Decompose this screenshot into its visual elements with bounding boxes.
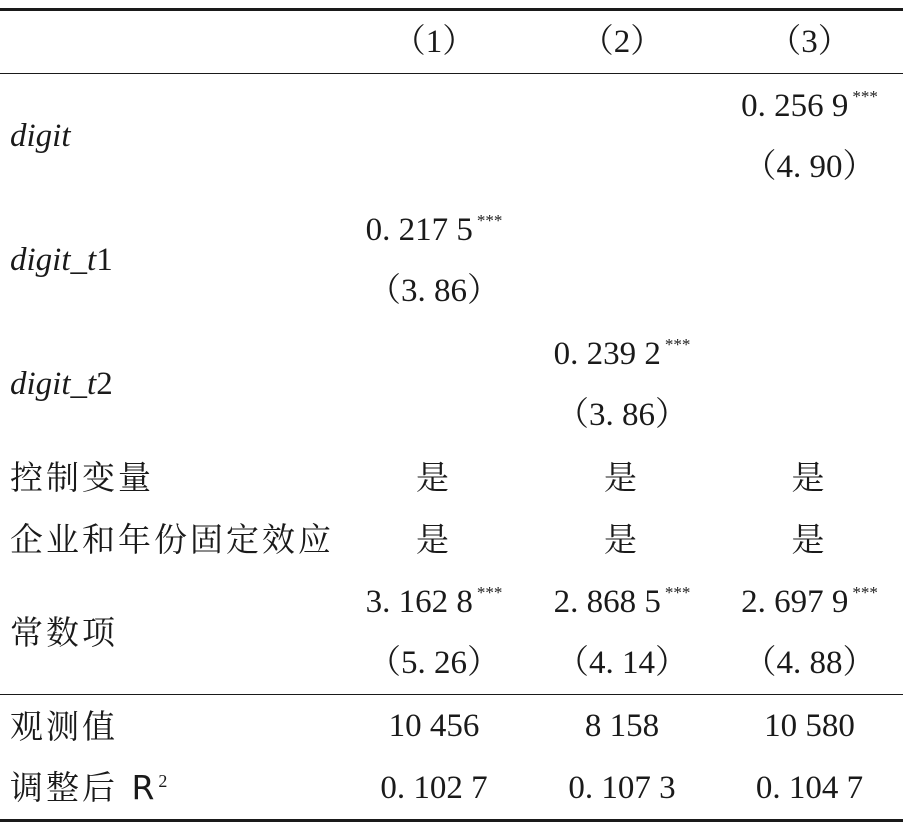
coef-cell (340, 322, 528, 384)
r2-cell: 0. 107 3 (528, 757, 716, 821)
column-header-1: （1） (340, 10, 528, 74)
flag-cell: 是 (791, 519, 828, 559)
se-cell (340, 136, 528, 198)
controls-row (0, 446, 903, 508)
row-label-digit-t1: digit_t1 (10, 241, 113, 278)
significance-stars: *** (664, 582, 691, 602)
coef-cell (528, 322, 716, 384)
se-cell (528, 260, 716, 322)
flag-cell: 是 (604, 457, 640, 497)
r2-cell: 0. 104 7 (716, 757, 903, 821)
coef-cell (528, 74, 716, 137)
se-cell (716, 260, 903, 322)
coef-cell (528, 198, 716, 260)
header-row (0, 10, 903, 74)
obs-cell: 10 456 (340, 695, 528, 758)
column-header-3: （3） (716, 10, 903, 74)
flag-cell: 是 (604, 519, 640, 559)
significance-stars: *** (664, 334, 691, 354)
flag-cell: 是 (416, 519, 452, 559)
r2-cell: 0. 102 7 (340, 757, 528, 821)
se-cell (528, 136, 716, 198)
coef-value: 0. 217 5 (365, 211, 473, 248)
coef-cell (716, 322, 903, 384)
se-cell: （3. 86） (556, 396, 688, 433)
coef-row-constant (0, 570, 903, 632)
observations-row (0, 695, 903, 758)
fixed-effects-row (0, 508, 903, 570)
se-cell (716, 384, 903, 446)
coef-cell (716, 570, 903, 632)
coef-value: 0. 239 2 (553, 335, 661, 372)
row-label-constant: 常数项 (10, 612, 118, 652)
se-cell: （3. 86） (368, 272, 500, 309)
coef-cell (340, 74, 528, 137)
significance-stars: *** (852, 86, 878, 106)
coef-cell (340, 198, 528, 260)
row-label-adj-r2: 调整后 $R^2$ (0, 757, 340, 821)
coef-cell (716, 198, 903, 260)
obs-cell: 10 580 (716, 695, 903, 758)
flag-cell: 是 (791, 457, 828, 497)
column-header-2: （2） (528, 10, 716, 74)
significance-stars: *** (852, 582, 878, 602)
se-cell: （5. 26） (368, 644, 500, 681)
coef-row-digit (0, 74, 903, 137)
coef-value: 2. 868 5 (553, 583, 661, 620)
se-cell: （4. 14） (556, 644, 688, 681)
coef-value: 3. 162 8 (365, 583, 473, 620)
se-cell: （4. 88） (743, 644, 876, 681)
row-label-digit: digit (10, 117, 71, 154)
obs-cell: 8 158 (528, 695, 716, 758)
coef-row-digit-t2 (0, 322, 903, 384)
se-cell: （4. 90） (743, 148, 876, 185)
coef-cell (716, 74, 903, 137)
row-label-digit-t2: digit_t2 (10, 365, 113, 402)
coef-value: 0. 256 9 (741, 87, 849, 124)
regression-table (0, 8, 903, 822)
significance-stars: *** (476, 210, 503, 230)
coef-value: 2. 697 9 (741, 583, 849, 620)
significance-stars: *** (476, 582, 503, 602)
adj-r2-row (0, 757, 903, 821)
flag-cell: 是 (416, 457, 452, 497)
header-empty-cell (0, 10, 340, 74)
coef-cell (340, 570, 528, 632)
se-cell (340, 384, 528, 446)
row-label-fixed-effects: 企业和年份固定效应 (10, 519, 334, 559)
row-label-controls: 控制变量 (10, 457, 154, 497)
row-label-observations: 观测值 (0, 695, 340, 758)
coef-cell (528, 570, 716, 632)
coef-row-digit-t1 (0, 198, 903, 260)
